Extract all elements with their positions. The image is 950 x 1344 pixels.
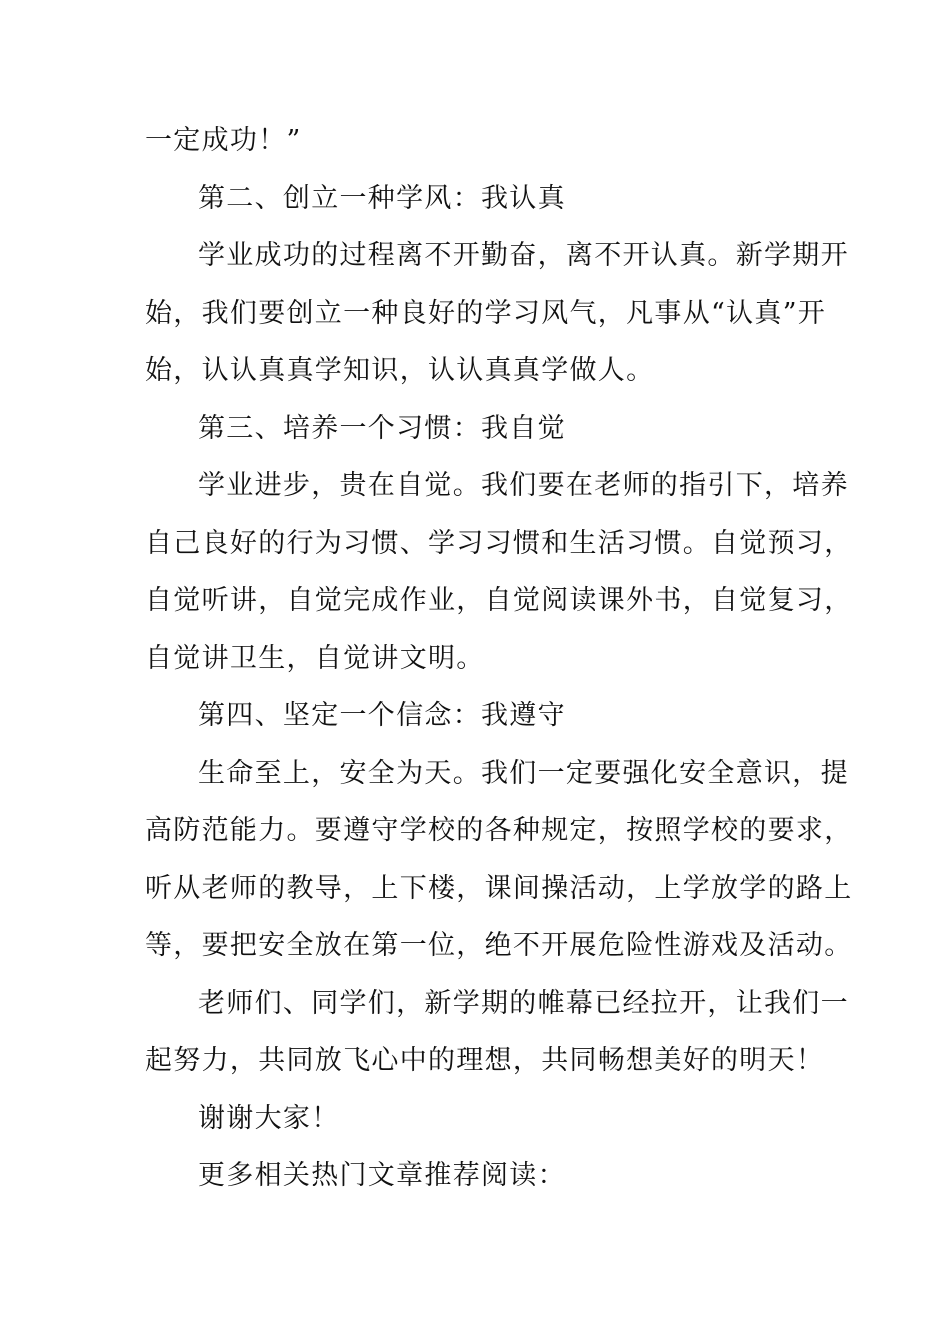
section-heading-4: 第四、坚定一个信念：我遵守 [198, 700, 566, 731]
section-heading-3: 第三、培养一个习惯：我自觉 [198, 413, 566, 444]
text-line: 自觉听讲，自觉完成作业，自觉阅读课外书，自觉复习， [145, 585, 853, 616]
text-line: 自己良好的行为习惯、学习习惯和生活习惯。自觉预习， [145, 528, 853, 559]
text-line: 学业成功的过程离不开勤奋，离不开认真。新学期开 [198, 240, 849, 271]
text-line: 始，认认真真学知识，认认真真学做人。 [145, 355, 655, 386]
text-line: 老师们、同学们，新学期的帷幕已经拉开，让我们一 [198, 988, 849, 1019]
text-line: 起努力，共同放飞心中的理想，共同畅想美好的明天！ [145, 1045, 825, 1076]
text-line: 听从老师的教导，上下楼，课间操活动，上学放学的路上 [145, 873, 853, 904]
text-line: 生命至上，安全为天。我们一定要强化安全意识，提 [198, 758, 849, 789]
text-line: 等，要把安全放在第一位，绝不开展危险性游戏及活动。 [145, 930, 853, 961]
related-articles-heading: 更多相关热门文章推荐阅读： [198, 1160, 566, 1191]
text-line: 高防范能力。要遵守学校的各种规定，按照学校的要求， [145, 815, 853, 846]
text-line: 自觉讲卫生，自觉讲文明。 [145, 643, 485, 674]
closing-thanks: 谢谢大家！ [198, 1103, 340, 1134]
text-line: 学业进步，贵在自觉。我们要在老师的指引下，培养 [198, 470, 849, 501]
text-line: 一定成功！” [145, 125, 302, 156]
section-heading-2: 第二、创立一种学风：我认真 [198, 183, 566, 214]
text-line: 始，我们要创立一种良好的学习风气，凡事从“认真”开 [145, 298, 827, 329]
